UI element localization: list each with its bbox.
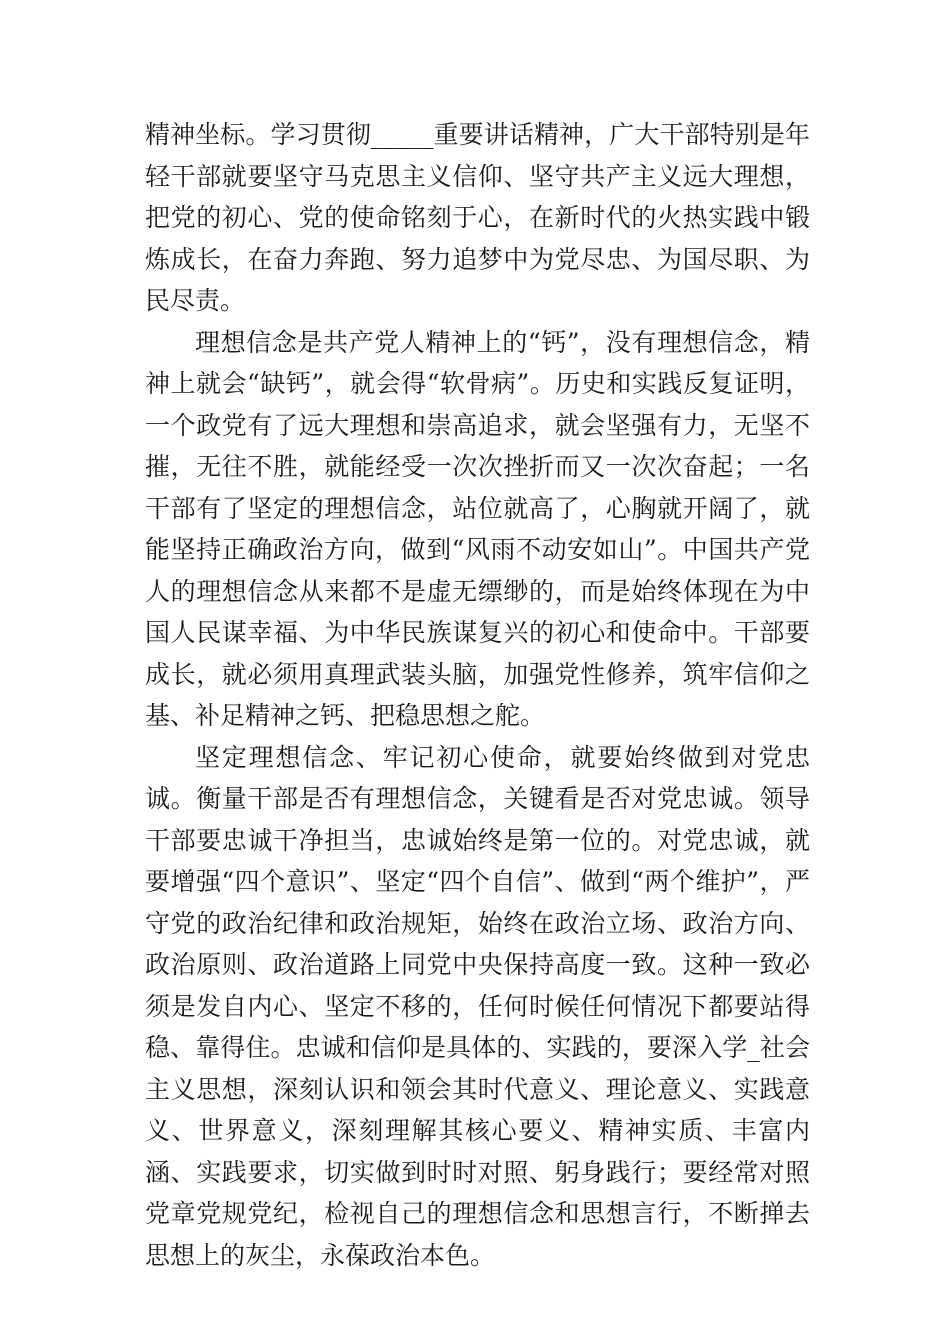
paragraph-2: 理想信念是共产党人精神上的“钙”，没有理想信念，精神上就会“缺钙”，就会得“软骨病”。历史和实践反复证明，一个政党有了远大理想和崇高追求，就会坚强有力，无坚不摧，无往不胜，就能经受一次次挫折而又一次次奋起；一名干部有了坚定的理想信念，站位就高了，心胸就开阔了，就能坚持正确政治方向，做到“风雨不动安如山”。中国共产党人的理想信念从来都不是虚无缥缈的，而是始终体现在为中国人民谋幸福、为中华民族谋复兴的初心和使命中。干部要成长，就必须用真理武装头脑，加强党性修养，筑牢信仰之基、补足精神之钙、把稳思想之舵。 — [145, 327, 810, 730]
document-body — [145, 114, 810, 1276]
paragraph-1: 精神坐标。学习贯彻_____重要讲话精神，广大干部特别是年轻干部就要坚守马克思主义信仰、坚守共产主义远大理想，把党的初心、党的使命铭刻于心，在新时代的火热实践中锻炼成长，在奋力奔跑、努力追梦中为党尽忠、为国尽职、为民尽责。 — [145, 120, 810, 315]
paragraph-3: 坚定理想信念、牢记初心使命，就要始终做到对党忠诚。衡量干部是否有理想信念，关键看是否对党忠诚。领导干部要忠诚干净担当，忠诚始终是第一位的。对党忠诚，就要增强“四个意识”、坚定“四个自信”、做到“两个维护”，严守党的政治纪律和政治规矩，始终在政治立场、政治方向、政治原则、政治道路上同党中央保持高度一致。这种一致必须是发自内心、坚定不移的，任何时候任何情况下都要站得稳、靠得住。忠诚和信仰是具体的、实践的，要深入学_社会主义思想，深刻认识和领会其时代意义、理论意义、实践意义、世界意义，深刻理解其核心要义、精神实质、丰富内涵、实践要求，切实做到时时对照、躬身践行；要经常对照党章党规党纪，检视自己的理想信念和思想言行，不断掸去思想上的灰尘，永葆政治本色。 — [145, 742, 810, 1270]
